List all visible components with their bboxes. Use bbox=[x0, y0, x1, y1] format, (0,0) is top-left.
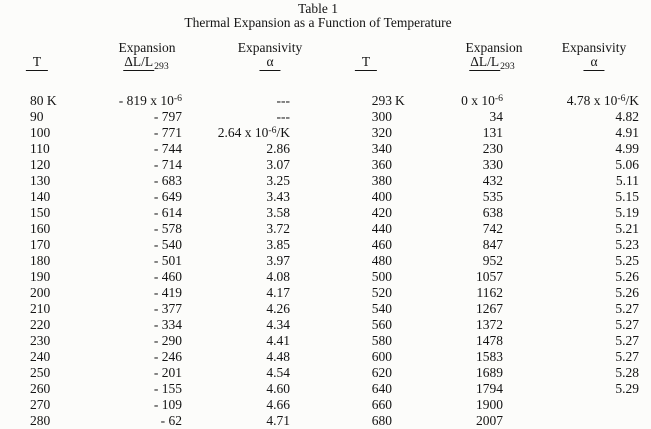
column-header-expansion-right: Expansion bbox=[465, 40, 523, 55]
table-row bbox=[30, 381, 290, 397]
column-header-dll-left: $\Delta L/L_{293}$ bbox=[124, 54, 169, 72]
cell-expansivity: 4.82 bbox=[615, 109, 639, 124]
cell-temperature: 420 bbox=[371, 205, 392, 220]
table-row bbox=[30, 93, 290, 109]
cell-expansion: - 201 bbox=[153, 365, 182, 380]
cell-expansivity: 5.11 bbox=[615, 173, 639, 188]
table-row bbox=[30, 285, 290, 301]
table-row bbox=[30, 333, 290, 349]
table-row bbox=[352, 157, 639, 173]
cell-expansion: - 649 bbox=[153, 189, 182, 204]
cell-temperature-unit bbox=[392, 189, 406, 205]
table-row bbox=[30, 173, 290, 189]
table-row bbox=[352, 237, 639, 253]
table-row bbox=[30, 237, 290, 253]
cell-expansion: 1794 bbox=[476, 381, 503, 396]
cell-expansivity: 5.21 bbox=[615, 221, 639, 236]
cell-temperature-unit bbox=[392, 237, 406, 253]
table-row bbox=[352, 125, 639, 141]
cell-temperature: 600 bbox=[371, 349, 392, 364]
table-row bbox=[352, 333, 639, 349]
cell-expansion: - 109 bbox=[153, 397, 182, 412]
cell-expansivity: 3.72 bbox=[266, 221, 290, 236]
cell-expansion: - 819 x $10^{-6}$ bbox=[118, 92, 182, 108]
cell-temperature-unit bbox=[392, 253, 406, 269]
table-row bbox=[30, 301, 290, 317]
exponent: -6 bbox=[173, 92, 182, 104]
cell-temperature: 620 bbox=[371, 365, 392, 380]
cell-temperature: 440 bbox=[371, 221, 392, 236]
cell-expansion: 847 bbox=[482, 237, 503, 252]
cell-expansion: - 744 bbox=[153, 141, 182, 156]
cell-expansivity: 3.25 bbox=[266, 173, 290, 188]
table-row bbox=[352, 285, 639, 301]
table-left-half bbox=[30, 93, 290, 429]
cell-temperature: 220 bbox=[30, 317, 51, 332]
cell-expansion: - 501 bbox=[153, 253, 182, 268]
cell-expansivity: 5.28 bbox=[615, 365, 639, 380]
table-row bbox=[30, 125, 290, 141]
cell-temperature: 140 bbox=[30, 189, 51, 204]
cell-temperature: 260 bbox=[30, 381, 51, 396]
cell-temperature: 460 bbox=[371, 237, 392, 252]
column-header-alpha-right: α bbox=[583, 55, 604, 71]
cell-temperature: 360 bbox=[371, 157, 392, 172]
cell-expansion: 2007 bbox=[476, 413, 503, 428]
cell-temperature-unit bbox=[392, 381, 406, 397]
cell-temperature: 640 bbox=[371, 381, 392, 396]
cell-expansivity: 5.27 bbox=[615, 301, 639, 316]
table-row bbox=[352, 349, 639, 365]
table-row bbox=[30, 253, 290, 269]
cell-expansivity: 4.41 bbox=[266, 333, 290, 348]
cell-expansion: - 683 bbox=[153, 173, 182, 188]
cell-expansion: 742 bbox=[482, 221, 503, 236]
cell-temperature: 120 bbox=[30, 157, 51, 172]
cell-temperature: 380 bbox=[371, 173, 392, 188]
cell-expansion: - 460 bbox=[153, 269, 182, 284]
cell-expansion: - 377 bbox=[153, 301, 182, 316]
cell-expansivity: 4.99 bbox=[615, 141, 639, 156]
cell-temperature: 170 bbox=[30, 237, 51, 252]
cell-expansivity: 2.86 bbox=[266, 141, 290, 156]
cell-temperature-unit bbox=[392, 349, 406, 365]
column-header-expansion-left: Expansion bbox=[118, 40, 176, 55]
exponent: -6 bbox=[494, 92, 503, 104]
table-row bbox=[352, 269, 639, 285]
table-row bbox=[352, 413, 639, 429]
cell-temperature-unit bbox=[392, 301, 406, 317]
cell-expansivity: 3.97 bbox=[266, 253, 290, 268]
table-number: Table 1 bbox=[298, 1, 338, 16]
table-row bbox=[30, 157, 290, 173]
cell-expansion: - 714 bbox=[153, 157, 182, 172]
cell-temperature: 500 bbox=[371, 269, 392, 284]
cell-expansivity: --- bbox=[276, 93, 290, 108]
table-row bbox=[352, 93, 639, 109]
cell-temperature: 270 bbox=[30, 397, 51, 412]
cell-temperature-unit bbox=[392, 269, 406, 285]
cell-temperature-unit bbox=[392, 141, 406, 157]
cell-expansivity: 4.08 bbox=[266, 269, 290, 284]
table-row bbox=[352, 205, 639, 221]
column-header-alpha-left: α bbox=[259, 55, 280, 71]
cell-expansion: 330 bbox=[482, 157, 503, 172]
cell-expansivity: 4.91 bbox=[615, 125, 639, 140]
cell-expansivity: 3.07 bbox=[266, 157, 290, 172]
cell-temperature-unit bbox=[392, 285, 406, 301]
cell-temperature: 580 bbox=[371, 333, 392, 348]
cell-temperature: 130 bbox=[30, 173, 51, 188]
cell-expansivity: 5.19 bbox=[615, 205, 639, 220]
cell-expansion: 34 bbox=[489, 109, 503, 124]
cell-expansivity: 4.78 x $10^{-6}/K$ bbox=[566, 92, 639, 108]
table-row bbox=[352, 381, 639, 397]
cell-temperature: 293 bbox=[371, 93, 392, 108]
cell-temperature: 520 bbox=[371, 285, 392, 300]
cell-expansion: 131 bbox=[482, 125, 503, 140]
table-row bbox=[352, 109, 639, 125]
cell-temperature-unit bbox=[392, 109, 406, 125]
cell-expansion: - 578 bbox=[153, 221, 182, 236]
cell-temperature: 320 bbox=[371, 125, 392, 140]
table-row bbox=[352, 189, 639, 205]
cell-expansivity: 4.60 bbox=[266, 381, 290, 396]
cell-expansivity: 5.23 bbox=[615, 237, 639, 252]
cell-expansivity: 5.29 bbox=[615, 381, 639, 396]
cell-temperature-unit: K bbox=[395, 93, 405, 108]
table-row bbox=[30, 349, 290, 365]
table-right-half bbox=[352, 93, 639, 429]
table-row bbox=[30, 413, 290, 429]
cell-expansion: 1900 bbox=[476, 397, 503, 412]
table-row bbox=[352, 141, 639, 157]
cell-expansion: 1372 bbox=[476, 317, 503, 332]
column-header-temperature-left: T bbox=[26, 55, 48, 71]
cell-expansivity: 3.85 bbox=[266, 237, 290, 252]
cell-temperature-unit bbox=[392, 205, 406, 221]
cell-expansivity: 5.27 bbox=[615, 333, 639, 348]
cell-temperature: 160 bbox=[30, 221, 51, 236]
dll-subscript-left: 293 bbox=[154, 60, 169, 72]
cell-expansivity: 4.17 bbox=[266, 285, 290, 300]
cell-expansivity: 5.26 bbox=[615, 285, 639, 300]
cell-temperature: 200 bbox=[30, 285, 51, 300]
cell-temperature-unit bbox=[392, 397, 406, 413]
cell-temperature: 560 bbox=[371, 317, 392, 332]
cell-temperature: 300 bbox=[371, 109, 392, 124]
cell-expansion: 535 bbox=[482, 189, 503, 204]
cell-expansivity: 5.15 bbox=[615, 189, 639, 204]
cell-temperature-unit bbox=[392, 125, 406, 141]
table-caption: Thermal Expansion as a Function of Temperature bbox=[184, 15, 452, 30]
cell-temperature: 280 bbox=[30, 413, 51, 428]
cell-expansion: - 155 bbox=[153, 381, 182, 396]
cell-expansion: 230 bbox=[482, 141, 503, 156]
cell-expansivity: 4.48 bbox=[266, 349, 290, 364]
cell-expansion: 1057 bbox=[476, 269, 503, 284]
cell-expansivity: 4.26 bbox=[266, 301, 290, 316]
cell-expansivity: 5.26 bbox=[615, 269, 639, 284]
cell-expansivity: 4.66 bbox=[266, 397, 290, 412]
cell-temperature: 400 bbox=[371, 189, 392, 204]
table-row bbox=[352, 317, 639, 333]
exponent: -6 bbox=[268, 124, 277, 136]
cell-expansivity: 5.27 bbox=[615, 349, 639, 364]
cell-temperature: 250 bbox=[30, 365, 51, 380]
cell-temperature: 190 bbox=[30, 269, 51, 284]
table-row bbox=[30, 189, 290, 205]
dll-subscript-right: 293 bbox=[500, 60, 515, 72]
cell-expansivity: 4.34 bbox=[266, 317, 290, 332]
table-row bbox=[30, 365, 290, 381]
cell-expansivity: 5.27 bbox=[615, 317, 639, 332]
table-row bbox=[352, 173, 639, 189]
cell-temperature: 100 bbox=[30, 125, 51, 140]
cell-expansion: - 246 bbox=[153, 349, 182, 364]
cell-expansivity bbox=[503, 413, 639, 429]
column-header-dll-right: $\Delta L/L_{293}$ bbox=[470, 54, 515, 72]
cell-temperature: 210 bbox=[30, 301, 51, 316]
cell-expansivity: --- bbox=[276, 109, 290, 124]
table-row bbox=[352, 397, 639, 413]
cell-expansion: 638 bbox=[482, 205, 503, 220]
cell-temperature: 150 bbox=[30, 205, 51, 220]
cell-expansivity: 4.54 bbox=[266, 365, 290, 380]
table-row bbox=[352, 365, 639, 381]
cell-expansion: 1267 bbox=[476, 301, 503, 316]
cell-expansivity: 4.71 bbox=[266, 413, 290, 428]
cell-expansivity: 3.43 bbox=[266, 189, 290, 204]
column-header-expansivity-left: Expansivity bbox=[237, 40, 303, 55]
column-header-expansivity-right: Expansivity bbox=[561, 40, 627, 55]
cell-expansion: - 290 bbox=[153, 333, 182, 348]
cell-temperature: 340 bbox=[371, 141, 392, 156]
cell-temperature-unit bbox=[392, 413, 406, 429]
cell-temperature: 660 bbox=[371, 397, 392, 412]
table-row bbox=[30, 397, 290, 413]
table-row bbox=[30, 221, 290, 237]
cell-expansion: 432 bbox=[482, 173, 503, 188]
cell-expansivity: 5.25 bbox=[615, 253, 639, 268]
cell-temperature-unit bbox=[392, 317, 406, 333]
cell-expansion: 1162 bbox=[476, 285, 503, 300]
cell-expansion: 952 bbox=[482, 253, 503, 268]
cell-expansion: 0 x $10^{-6}$ bbox=[461, 92, 503, 108]
cell-temperature-unit bbox=[392, 365, 406, 381]
cell-expansivity: 2.64 x $10^{-6}/K$ bbox=[217, 124, 290, 140]
cell-temperature: 480 bbox=[371, 253, 392, 268]
cell-temperature: 80 K bbox=[30, 93, 57, 108]
cell-temperature: 110 bbox=[30, 141, 50, 156]
cell-temperature: 680 bbox=[371, 413, 392, 428]
table-row bbox=[30, 205, 290, 221]
cell-expansion: - 797 bbox=[153, 109, 182, 124]
table-title-block bbox=[0, 2, 636, 30]
cell-temperature-unit bbox=[392, 157, 406, 173]
table-row bbox=[352, 301, 639, 317]
table-row bbox=[352, 221, 639, 237]
cell-expansion: - 62 bbox=[160, 413, 182, 428]
table-row bbox=[30, 317, 290, 333]
cell-temperature: 180 bbox=[30, 253, 51, 268]
cell-expansivity bbox=[503, 397, 639, 413]
cell-temperature: 540 bbox=[371, 301, 392, 316]
cell-expansion: - 614 bbox=[153, 205, 182, 220]
cell-temperature-unit bbox=[392, 221, 406, 237]
cell-expansion: 1689 bbox=[476, 365, 503, 380]
table-row bbox=[30, 141, 290, 157]
cell-temperature: 90 bbox=[30, 109, 44, 124]
cell-temperature: 230 bbox=[30, 333, 51, 348]
cell-expansion: 1478 bbox=[476, 333, 503, 348]
cell-expansion: - 419 bbox=[153, 285, 182, 300]
cell-expansivity: 3.58 bbox=[266, 205, 290, 220]
cell-expansion: - 334 bbox=[153, 317, 182, 332]
cell-expansion: - 540 bbox=[153, 237, 182, 252]
cell-temperature-unit bbox=[392, 333, 406, 349]
table-row bbox=[352, 253, 639, 269]
cell-expansion: - 771 bbox=[153, 125, 182, 140]
table-row bbox=[30, 269, 290, 285]
cell-expansion: 1583 bbox=[476, 349, 503, 364]
cell-expansivity: 5.06 bbox=[615, 157, 639, 172]
cell-temperature-unit bbox=[392, 173, 406, 189]
cell-temperature: 240 bbox=[30, 349, 51, 364]
table-row bbox=[30, 109, 290, 125]
column-header-temperature-right: T bbox=[355, 55, 377, 71]
exponent: -6 bbox=[617, 92, 626, 104]
